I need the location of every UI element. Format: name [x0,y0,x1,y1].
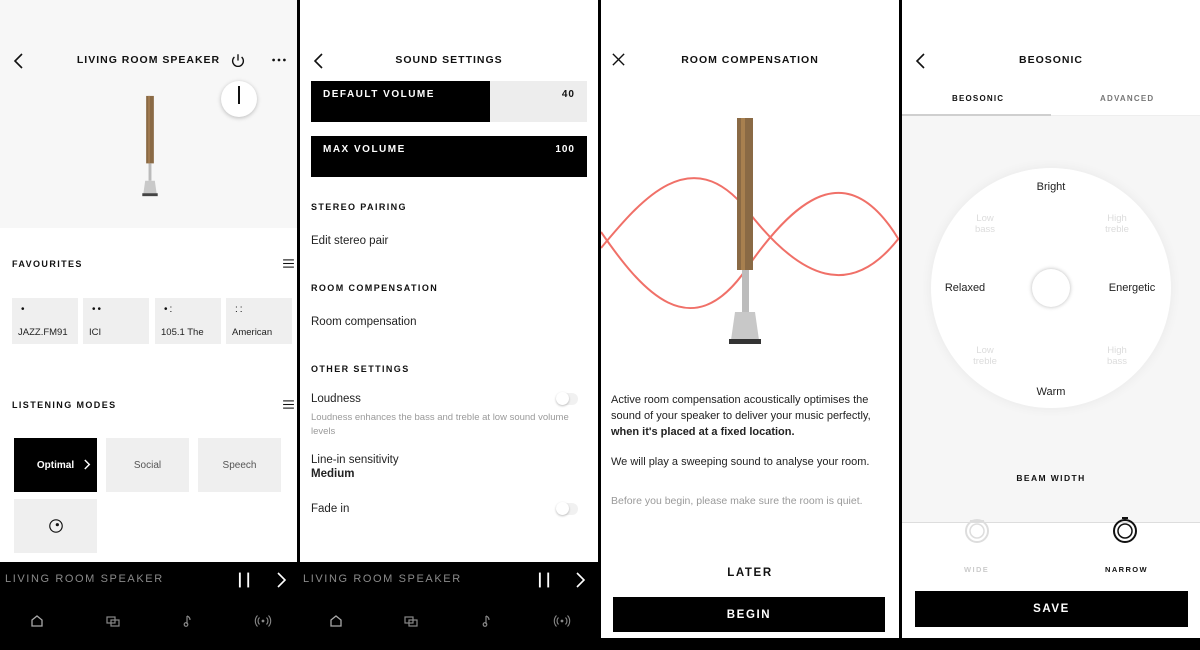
line-in-value: Medium [311,468,355,480]
favourite-card[interactable] [155,298,221,344]
bottom-nav [0,598,297,650]
beam-divider [902,522,1200,523]
home-icon[interactable] [28,612,46,630]
favourite-number: • [21,304,27,315]
default-volume-label: DEFAULT VOLUME [323,89,435,100]
modes-menu-icon[interactable] [283,400,294,409]
edit-stereo-pair-link[interactable]: Edit stereo pair [311,235,389,247]
home-icon[interactable] [327,612,345,630]
default-volume-fill [311,81,490,122]
favourite-card[interactable] [226,298,292,344]
page-title: BEOSONIC [1018,54,1083,66]
max-volume-slider[interactable] [311,136,587,177]
room-compensation-title: ROOM COMPENSATION [311,283,439,293]
low-bass-label: Low bass [974,213,996,235]
line-in-label[interactable]: Line-in sensitivity [311,454,399,466]
speaker-screen [0,0,297,650]
narrow-label: NARROW [1105,565,1148,574]
beam-narrow-icon[interactable] [1108,512,1142,546]
energetic-label[interactable]: Energetic [1108,282,1156,294]
warm-label[interactable]: Warm [1036,386,1066,398]
page-title: SOUND SETTINGS [395,54,503,66]
other-settings-title: OTHER SETTINGS [311,364,410,374]
music-icon[interactable] [478,612,496,630]
loudness-label: Loudness [311,393,361,405]
tab-advanced[interactable]: ADVANCED [1100,94,1155,103]
page-title: LIVING ROOM SPEAKER [76,54,221,66]
high-treble-label: High treble [1105,213,1129,235]
low-treble-label: Low treble [973,345,997,367]
rooms-icon[interactable] [402,612,420,630]
fade-in-toggle[interactable] [556,503,578,515]
mode-optimal[interactable] [14,438,97,492]
mode-label: Optimal [36,459,75,471]
bottom-nav [300,598,598,650]
stereo-pairing-title: STEREO PAIRING [311,202,407,212]
mode-add[interactable] [14,499,97,553]
listening-modes-title: LISTENING MODES [12,400,117,410]
beosonic-screen [902,0,1200,638]
sound-settings-screen [300,0,598,650]
volume-dial-indicator [238,86,240,104]
favourite-card[interactable] [83,298,149,344]
next-icon[interactable] [576,572,586,588]
rooms-icon[interactable] [104,612,122,630]
save-button[interactable]: SAVE [915,591,1188,627]
pause-icon[interactable] [538,572,551,588]
page-title: ROOM COMPENSATION [681,54,819,66]
loudness-toggle[interactable] [556,393,578,405]
favourite-label: American [232,327,273,338]
now-playing-title: LIVING ROOM SPEAKER [303,573,462,585]
pause-icon[interactable] [238,572,251,588]
chevron-right-icon [83,459,92,470]
radio-icon[interactable] [254,612,272,630]
favourite-label: JAZZ.FM91 [18,327,68,338]
speaker-header [0,0,297,228]
now-playing-bar[interactable] [0,562,297,598]
beam-width-title: BEAM WIDTH [1016,473,1086,483]
intro-paragraph [611,392,891,440]
favourite-number: :: [235,304,245,315]
tab-beosonic[interactable]: BEOSONIC [952,94,1005,103]
intro-text-bold: when it's placed at a fixed location. [611,426,795,438]
max-volume-label: MAX VOLUME [323,144,406,155]
intro-text: Active room compensation acoustically optimises the sound of your speaker to deliver your music perfectly, [611,394,871,422]
now-playing-bar[interactable] [300,562,598,598]
sound-wave-illustration [601,100,899,360]
favourite-number: •• [92,304,104,315]
wide-label: WIDE [964,565,990,574]
radio-icon[interactable] [553,612,571,630]
sweep-paragraph: We will play a sweeping sound to analyse your room. [611,456,870,468]
loudness-description: Loudness enhances the bass and treble at low sound volume levels [311,412,569,437]
max-volume-value: 100 [555,144,575,155]
high-bass-label: High bass [1106,345,1128,367]
favourite-label: ICI [89,327,102,338]
room-compensation-link[interactable]: Room compensation [311,316,417,328]
speaker-image [138,94,162,200]
music-icon[interactable] [179,612,197,630]
favourites-menu-icon[interactable] [283,259,294,268]
favourite-card[interactable] [12,298,78,344]
relaxed-label[interactable]: Relaxed [944,282,986,294]
favourites-title: FAVOURITES [12,259,83,269]
later-button[interactable]: LATER [727,567,773,579]
mode-label: Social [133,459,162,471]
dial-icon [48,518,64,534]
mode-speech[interactable] [198,438,281,492]
favourite-number: •: [164,304,175,315]
bright-label[interactable]: Bright [1036,181,1066,193]
default-volume-value: 40 [561,89,575,100]
next-icon[interactable] [277,572,287,588]
mode-social[interactable] [106,438,189,492]
favourite-label: 105.1 The [161,327,204,338]
quiet-paragraph: Before you begin, please make sure the room is quiet. [611,495,863,507]
room-compensation-screen [601,0,899,638]
more-icon[interactable] [270,51,288,69]
beam-wide-icon[interactable] [960,512,994,546]
power-icon[interactable] [229,52,247,70]
default-volume-slider[interactable] [311,81,587,122]
fade-in-label: Fade in [311,503,350,515]
volume-dial[interactable] [221,81,257,117]
mode-label: Speech [222,459,257,471]
begin-button[interactable]: BEGIN [613,597,885,632]
now-playing-title: LIVING ROOM SPEAKER [5,573,164,585]
tone-handle[interactable] [1032,269,1070,307]
